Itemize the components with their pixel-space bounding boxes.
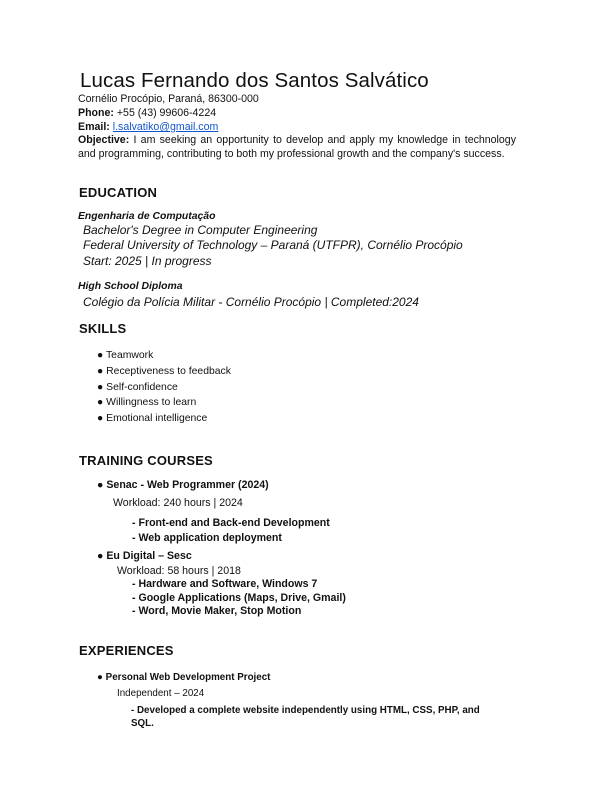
objective-paragraph xyxy=(78,133,516,161)
course-topic: - Google Applications (Maps, Drive, Gmail) xyxy=(132,592,346,604)
course-topic: - Word, Movie Maker, Stop Motion xyxy=(132,605,302,617)
skill-item: ● Willingness to learn xyxy=(97,397,197,408)
objective-label: Objective: xyxy=(78,134,130,146)
education-degree-line: Federal University of Technology – Paraná (UTFPR), Cornélio Procópio xyxy=(83,238,463,252)
resume-name: Lucas Fernando dos Santos Salvático xyxy=(80,69,429,92)
bullet-icon: ● xyxy=(97,382,104,393)
course-topic: - Front-end and Back-end Development xyxy=(132,517,330,529)
skills-heading: SKILLS xyxy=(79,321,127,336)
education-heading: EDUCATION xyxy=(79,185,158,200)
education-degree-line: Start: 2025 | In progress xyxy=(83,254,212,268)
experiences-heading: EXPERIENCES xyxy=(79,643,174,658)
training-heading: TRAINING COURSES xyxy=(79,453,213,468)
bullet-icon: ● xyxy=(97,366,104,377)
experience-title: ● Personal Web Development Project xyxy=(97,672,271,683)
email-link[interactable]: l.salvatiko@gmail.com xyxy=(112,121,219,133)
experience-detail: - Developed a complete website independently using HTML, CSS, PHP, and xyxy=(131,705,480,716)
course-workload: Workload: 58 hours | 2018 xyxy=(117,565,241,577)
phone-line xyxy=(78,107,216,119)
bullet-icon: ● xyxy=(97,550,104,562)
bullet-icon: ● xyxy=(97,413,104,424)
bullet-icon: ● xyxy=(97,397,104,408)
email-line xyxy=(78,121,218,133)
course-title: ● Senac - Web Programmer (2024) xyxy=(97,479,269,491)
phone-label: Phone: xyxy=(78,107,114,119)
objective-text: I am seeking an opportunity to develop and apply my knowledge in technology and programming, contributing to both my professional growth and the company's success. xyxy=(78,134,516,160)
course-title: ● Eu Digital – Sesc xyxy=(97,550,192,562)
skill-item: ● Emotional intelligence xyxy=(97,413,208,424)
skill-item: ● Teamwork xyxy=(97,350,154,361)
email-label: Email: xyxy=(78,121,110,133)
skill-item: ● Receptiveness to feedback xyxy=(97,366,231,377)
address: Cornélio Procópio, Paraná, 86300-000 xyxy=(78,93,259,105)
bullet-icon: ● xyxy=(97,479,104,491)
experience-subtitle: Independent – 2024 xyxy=(117,688,205,699)
phone-value: +55 (43) 99606-4224 xyxy=(116,107,217,119)
experience-detail: SQL. xyxy=(131,718,154,729)
skill-item: ● Self-confidence xyxy=(97,382,178,393)
bullet-icon: ● xyxy=(97,350,104,361)
education-degree-line: Bachelor's Degree in Computer Engineering xyxy=(83,223,318,237)
course-topic: - Hardware and Software, Windows 7 xyxy=(132,578,318,590)
education-highschool-line: Colégio da Polícia Militar - Cornélio Procópio | Completed:2024 xyxy=(83,295,419,309)
course-workload: Workload: 240 hours | 2024 xyxy=(113,497,243,509)
course-topic: - Web application deployment xyxy=(132,532,282,544)
education-highschool-title: High School Diploma xyxy=(78,281,183,292)
bullet-icon: ● xyxy=(97,672,103,683)
education-degree-title: Engenharia de Computação xyxy=(78,211,216,222)
